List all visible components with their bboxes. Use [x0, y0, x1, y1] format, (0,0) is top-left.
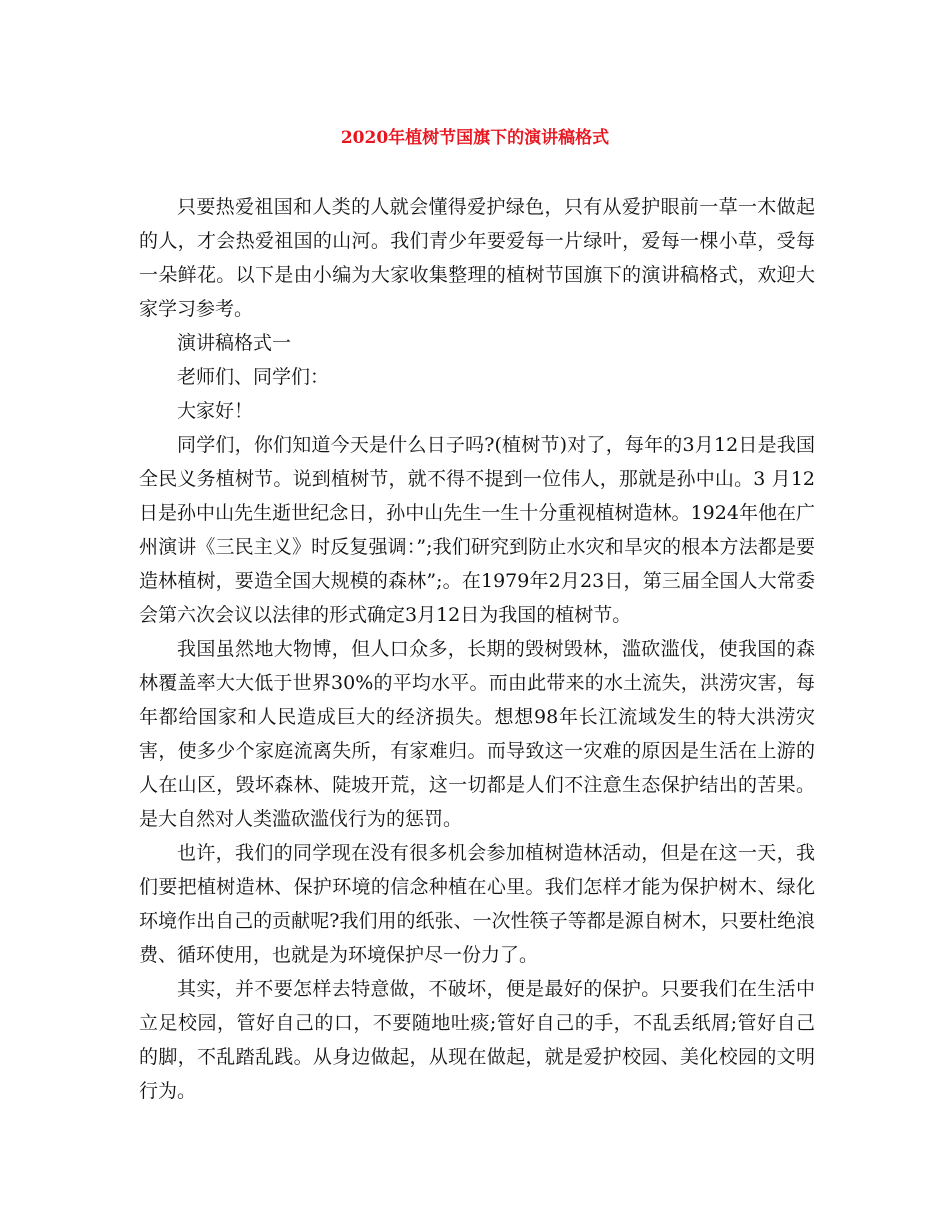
greeting: 大家好！: [177, 400, 254, 422]
paragraph: 我国虽然地大物博，但人口众多，长期的毁树毁林，滥砍滥伐，使我国的森林覆盖率大大低于世界30%的平均水平。而由此带来的水土流失，洪涝灾害，每年都给国家和人民造成巨大的经济损失。想想98年长江流域发生的特大洪涝灾害，使多少个家庭流离失所，有家难归。而导致这一灾难的原因是生活在上游的人在山区，毁坏森林、陡坡开荒，这一切都是人们不注意生态保护结出的苦果。是大自然对人类滥砍滥伐行为的惩罚。: [139, 638, 815, 830]
salutation: 老师们、同学们：: [177, 366, 330, 388]
section-heading: 演讲稿格式一: [177, 332, 292, 354]
document-title: 2020年植树节国旗下的演讲稿格式: [340, 128, 610, 148]
document-body: [139, 190, 815, 1108]
paragraph-intro: 只要热爱祖国和人类的人就会懂得爱护绿色，只有从爱护眼前一草一木做起的人，才会热爱祖国的山河。我们青少年要爱每一片绿叶，爱每一棵小草，受每一朵鲜花。以下是由小编为大家收集整理的植树节国旗下的演讲稿格式，欢迎大家学习参考。: [139, 196, 815, 320]
paragraph: 同学们，你们知道今天是什么日子吗?(植树节)对了，每年的3月12日是我国全民义务植树节。说到植树节，就不得不提到一位伟人，那就是孙中山。3 月12日是孙中山先生逝世纪念日，孙中山先生一生十分重视植树造林。1924年他在广州演讲《三民主义》时反复强调：”;我们研究到防止水灾和旱灾的根本方法都是要造林植树，要造全国大规模的森林”;。在1979年2月23日，第三届全国人大常委会第六次会议以法律的形式确定3月12日为我国的植树节。: [139, 434, 815, 626]
paragraph: 也许，我们的同学现在没有很多机会参加植树造林活动，但是在这一天，我们要把植树造林、保护环境的信念种植在心里。我们怎样才能为保护树木、绿化环境作出自己的贡献呢?我们用的纸张、一次性筷子等都是源自树木，只要杜绝浪费、循环使用，也就是为环境保护尽一份力了。: [139, 842, 815, 966]
paragraph: 其实，并不要怎样去特意做，不破坏，便是最好的保护。只要我们在生活中立足校园，管好自己的口，不要随地吐痰;管好自己的手，不乱丢纸屑;管好自己的脚，不乱踏乱践。从身边做起，从现在做起，就是爱护校园、美化校园的文明行为。: [139, 978, 815, 1102]
